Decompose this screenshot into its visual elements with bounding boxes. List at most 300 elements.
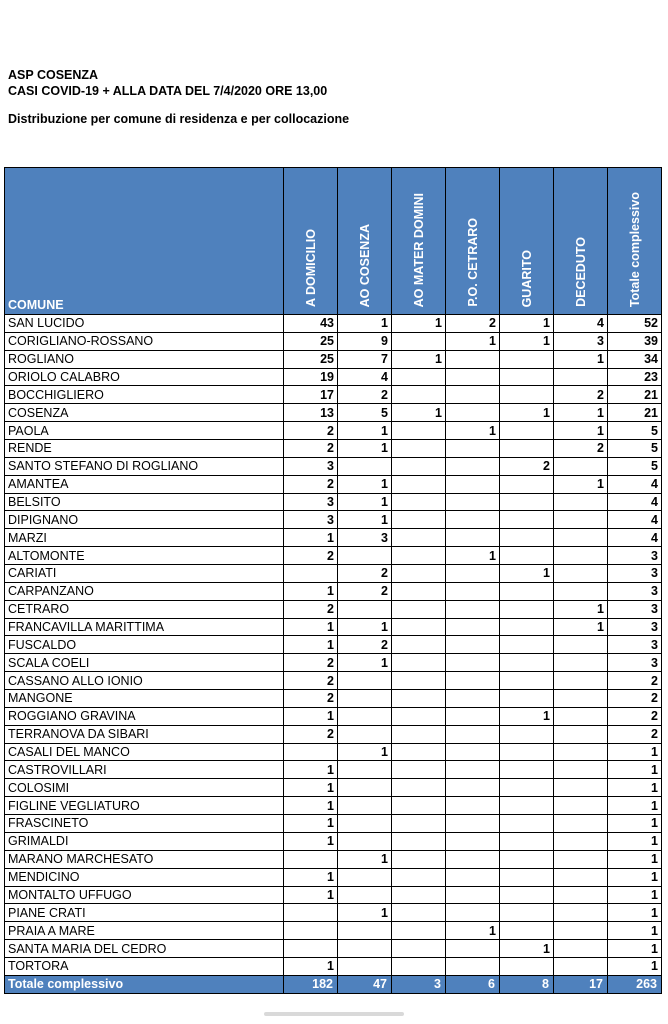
value-cell: 1 [446, 547, 500, 565]
value-cell: 2 [284, 672, 338, 690]
table-row [5, 690, 662, 708]
value-cell [446, 404, 500, 422]
value-cell: 1 [284, 832, 338, 850]
table-row [5, 957, 662, 975]
value-cell [500, 690, 554, 708]
value-cell [554, 815, 608, 833]
comune-name-cell: MARZI [5, 529, 284, 547]
value-cell [500, 957, 554, 975]
table-row [5, 475, 662, 493]
value-cell [500, 636, 554, 654]
value-cell [500, 440, 554, 458]
value-cell [554, 940, 608, 958]
value-cell [446, 940, 500, 958]
value-cell [446, 761, 500, 779]
value-cell [338, 547, 392, 565]
value-cell [284, 743, 338, 761]
table-total-row [5, 975, 662, 993]
value-cell: 1 [338, 743, 392, 761]
value-cell [392, 457, 446, 475]
value-cell [446, 529, 500, 547]
value-cell [500, 922, 554, 940]
value-cell: 3 [284, 457, 338, 475]
value-cell [338, 868, 392, 886]
value-cell [284, 922, 338, 940]
comune-name-cell: CETRARO [5, 600, 284, 618]
value-cell [284, 904, 338, 922]
value-cell: 21 [608, 386, 662, 404]
total-cell: 6 [446, 975, 500, 993]
value-cell [446, 779, 500, 797]
value-cell [338, 690, 392, 708]
value-cell: 1 [608, 868, 662, 886]
value-cell [338, 779, 392, 797]
comune-name-cell: MARANO MARCHESATO [5, 850, 284, 868]
comune-name-cell: SCALA COELI [5, 654, 284, 672]
value-cell [392, 636, 446, 654]
value-cell: 1 [392, 315, 446, 333]
table-row [5, 600, 662, 618]
value-cell: 1 [608, 850, 662, 868]
value-cell: 1 [446, 922, 500, 940]
value-cell [500, 600, 554, 618]
comune-name-cell: CORIGLIANO-ROSSANO [5, 332, 284, 350]
column-header-ao-cosenza: AO COSENZA [338, 168, 392, 315]
table-row [5, 565, 662, 583]
value-cell [392, 743, 446, 761]
value-cell [554, 886, 608, 904]
total-cell: 182 [284, 975, 338, 993]
value-cell [392, 832, 446, 850]
comune-name-cell: CASSANO ALLO IONIO [5, 672, 284, 690]
comune-name-cell: CARPANZANO [5, 582, 284, 600]
value-cell: 19 [284, 368, 338, 386]
value-cell [500, 850, 554, 868]
value-cell: 1 [338, 315, 392, 333]
value-cell [338, 832, 392, 850]
value-cell [500, 368, 554, 386]
value-cell: 1 [284, 582, 338, 600]
table-row [5, 457, 662, 475]
value-cell: 1 [392, 350, 446, 368]
value-cell [446, 386, 500, 404]
value-cell [446, 565, 500, 583]
header-subtitle: Distribuzione per comune di residenza e per collocazione [8, 112, 350, 126]
value-cell: 1 [446, 422, 500, 440]
value-cell [554, 779, 608, 797]
value-cell: 1 [338, 493, 392, 511]
value-cell [392, 779, 446, 797]
value-cell: 4 [608, 475, 662, 493]
value-cell [392, 761, 446, 779]
value-cell: 1 [554, 404, 608, 422]
value-cell [500, 547, 554, 565]
value-cell: 2 [284, 725, 338, 743]
value-cell: 1 [338, 850, 392, 868]
value-cell: 1 [608, 957, 662, 975]
table-row [5, 743, 662, 761]
comune-name-cell: PRAIA A MARE [5, 922, 284, 940]
value-cell [338, 815, 392, 833]
value-cell [392, 707, 446, 725]
total-cell: 47 [338, 975, 392, 993]
value-cell [554, 529, 608, 547]
value-cell [392, 618, 446, 636]
value-cell: 2 [284, 475, 338, 493]
value-cell: 3 [284, 511, 338, 529]
value-cell [284, 940, 338, 958]
value-cell [446, 957, 500, 975]
value-cell [446, 707, 500, 725]
total-cell: 17 [554, 975, 608, 993]
comune-name-cell: FRASCINETO [5, 815, 284, 833]
value-cell: 1 [338, 511, 392, 529]
value-cell [554, 868, 608, 886]
table-row [5, 404, 662, 422]
value-cell: 1 [446, 332, 500, 350]
value-cell: 2 [554, 386, 608, 404]
value-cell [392, 493, 446, 511]
comune-name-cell: PIANE CRATI [5, 904, 284, 922]
value-cell: 21 [608, 404, 662, 422]
comune-name-cell: PAOLA [5, 422, 284, 440]
value-cell [446, 850, 500, 868]
column-header-ao-mater-domini: AO MATER DOMINI [392, 168, 446, 315]
value-cell: 1 [284, 797, 338, 815]
comune-name-cell: TORTORA [5, 957, 284, 975]
value-cell: 2 [608, 672, 662, 690]
value-cell: 1 [554, 600, 608, 618]
value-cell [446, 493, 500, 511]
comune-name-cell: MONTALTO UFFUGO [5, 886, 284, 904]
comune-name-cell: FUSCALDO [5, 636, 284, 654]
value-cell [338, 707, 392, 725]
value-cell [392, 600, 446, 618]
comune-name-cell: TERRANOVA DA SIBARI [5, 725, 284, 743]
table-row [5, 922, 662, 940]
value-cell [392, 475, 446, 493]
total-cell: 3 [392, 975, 446, 993]
value-cell: 39 [608, 332, 662, 350]
value-cell: 1 [608, 797, 662, 815]
value-cell: 2 [338, 386, 392, 404]
table-row [5, 368, 662, 386]
value-cell [392, 815, 446, 833]
value-cell [500, 618, 554, 636]
comune-name-cell: FIGLINE VEGLIATURO [5, 797, 284, 815]
value-cell [446, 654, 500, 672]
table-row [5, 779, 662, 797]
value-cell: 1 [392, 404, 446, 422]
value-cell [446, 368, 500, 386]
value-cell: 2 [284, 422, 338, 440]
comune-name-cell: BOCCHIGLIERO [5, 386, 284, 404]
value-cell [500, 725, 554, 743]
value-cell [500, 493, 554, 511]
value-cell: 1 [608, 922, 662, 940]
value-cell [554, 725, 608, 743]
value-cell: 52 [608, 315, 662, 333]
value-cell [554, 654, 608, 672]
value-cell [284, 565, 338, 583]
value-cell: 13 [284, 404, 338, 422]
table-row [5, 886, 662, 904]
value-cell [338, 957, 392, 975]
value-cell: 1 [608, 761, 662, 779]
value-cell: 1 [284, 529, 338, 547]
value-cell [392, 690, 446, 708]
value-cell: 2 [500, 457, 554, 475]
value-cell: 9 [338, 332, 392, 350]
value-cell: 1 [608, 743, 662, 761]
value-cell [392, 511, 446, 529]
value-cell [392, 440, 446, 458]
value-cell [338, 886, 392, 904]
comune-name-cell: DIPIGNANO [5, 511, 284, 529]
value-cell [446, 511, 500, 529]
value-cell: 3 [608, 565, 662, 583]
value-cell [338, 457, 392, 475]
value-cell: 4 [608, 529, 662, 547]
table-row [5, 511, 662, 529]
value-cell: 1 [284, 618, 338, 636]
table-row [5, 493, 662, 511]
value-cell: 17 [284, 386, 338, 404]
value-cell [392, 868, 446, 886]
value-cell [554, 636, 608, 654]
value-cell: 1 [338, 440, 392, 458]
value-cell: 2 [284, 654, 338, 672]
value-cell [392, 368, 446, 386]
value-cell: 2 [608, 690, 662, 708]
value-cell: 3 [608, 582, 662, 600]
value-cell [446, 886, 500, 904]
column-header-guarito: GUARITO [500, 168, 554, 315]
value-cell [338, 940, 392, 958]
value-cell [446, 350, 500, 368]
value-cell: 1 [338, 475, 392, 493]
table-row [5, 332, 662, 350]
value-cell: 1 [284, 886, 338, 904]
value-cell [500, 815, 554, 833]
comune-name-cell: MANGONE [5, 690, 284, 708]
value-cell [500, 511, 554, 529]
value-cell: 23 [608, 368, 662, 386]
value-cell [392, 547, 446, 565]
value-cell [338, 672, 392, 690]
value-cell: 1 [284, 707, 338, 725]
value-cell: 1 [608, 779, 662, 797]
value-cell [446, 600, 500, 618]
comune-name-cell: SAN LUCIDO [5, 315, 284, 333]
value-cell [392, 886, 446, 904]
value-cell: 2 [608, 707, 662, 725]
value-cell: 2 [284, 600, 338, 618]
value-cell: 3 [608, 654, 662, 672]
value-cell: 1 [608, 904, 662, 922]
value-cell: 3 [284, 493, 338, 511]
value-cell [554, 493, 608, 511]
total-label: Totale complessivo [5, 975, 284, 993]
header-line-date: CASI COVID-19 + ALLA DATA DEL 7/4/2020 ORE 13,00 [8, 84, 328, 98]
value-cell: 34 [608, 350, 662, 368]
comune-name-cell: CASALI DEL MANCO [5, 743, 284, 761]
value-cell: 1 [500, 565, 554, 583]
value-cell: 1 [554, 618, 608, 636]
value-cell: 1 [284, 779, 338, 797]
value-cell [392, 332, 446, 350]
value-cell: 3 [608, 600, 662, 618]
value-cell [554, 368, 608, 386]
value-cell [554, 565, 608, 583]
value-cell [500, 582, 554, 600]
table-row [5, 582, 662, 600]
table-row [5, 529, 662, 547]
value-cell: 1 [608, 886, 662, 904]
value-cell [446, 618, 500, 636]
value-cell [392, 904, 446, 922]
value-cell: 1 [284, 868, 338, 886]
comune-name-cell: MENDICINO [5, 868, 284, 886]
table-row [5, 940, 662, 958]
column-header-po-cetraro: P.O. CETRARO [446, 168, 500, 315]
value-cell [392, 850, 446, 868]
comune-name-cell: GRIMALDI [5, 832, 284, 850]
value-cell [554, 690, 608, 708]
value-cell: 1 [284, 815, 338, 833]
value-cell: 5 [608, 440, 662, 458]
value-cell [446, 475, 500, 493]
value-cell [500, 904, 554, 922]
value-cell: 4 [608, 493, 662, 511]
value-cell: 1 [338, 904, 392, 922]
value-cell [446, 672, 500, 690]
value-cell [554, 922, 608, 940]
comune-name-cell: ROGLIANO [5, 350, 284, 368]
value-cell [392, 725, 446, 743]
value-cell [554, 672, 608, 690]
value-cell: 3 [338, 529, 392, 547]
comune-name-cell: COLOSIMI [5, 779, 284, 797]
total-cell: 263 [608, 975, 662, 993]
value-cell [446, 797, 500, 815]
value-cell [392, 565, 446, 583]
value-cell: 1 [500, 332, 554, 350]
value-cell: 1 [608, 815, 662, 833]
comune-name-cell: SANTO STEFANO DI ROGLIANO [5, 457, 284, 475]
value-cell: 1 [338, 618, 392, 636]
value-cell [338, 725, 392, 743]
table-row [5, 547, 662, 565]
value-cell: 2 [446, 315, 500, 333]
value-cell: 1 [500, 940, 554, 958]
value-cell: 4 [338, 368, 392, 386]
value-cell [500, 350, 554, 368]
value-cell [554, 582, 608, 600]
table-row [5, 618, 662, 636]
value-cell [392, 386, 446, 404]
value-cell: 1 [608, 832, 662, 850]
value-cell [446, 582, 500, 600]
value-cell: 25 [284, 350, 338, 368]
comune-name-cell: ROGGIANO GRAVINA [5, 707, 284, 725]
column-header-comune: COMUNE [5, 168, 284, 315]
table-row [5, 761, 662, 779]
value-cell: 7 [338, 350, 392, 368]
value-cell [500, 422, 554, 440]
value-cell [500, 654, 554, 672]
value-cell [446, 743, 500, 761]
value-cell: 1 [500, 315, 554, 333]
value-cell: 2 [608, 725, 662, 743]
value-cell [500, 797, 554, 815]
value-cell [392, 672, 446, 690]
value-cell [392, 582, 446, 600]
value-cell: 1 [608, 940, 662, 958]
value-cell: 5 [338, 404, 392, 422]
value-cell: 1 [284, 761, 338, 779]
header-line-asp: ASP COSENZA [8, 68, 99, 82]
value-cell [554, 511, 608, 529]
value-cell [500, 475, 554, 493]
table-row [5, 707, 662, 725]
value-cell: 2 [284, 547, 338, 565]
value-cell [554, 761, 608, 779]
value-cell [554, 797, 608, 815]
value-cell [554, 457, 608, 475]
table-row [5, 797, 662, 815]
value-cell [446, 690, 500, 708]
comune-name-cell: CARIATI [5, 565, 284, 583]
value-cell: 2 [338, 565, 392, 583]
table-body [5, 315, 662, 976]
value-cell [446, 725, 500, 743]
value-cell: 2 [284, 690, 338, 708]
value-cell: 1 [500, 707, 554, 725]
table-header-row [5, 168, 662, 315]
value-cell: 1 [554, 475, 608, 493]
table-row [5, 386, 662, 404]
value-cell: 1 [284, 636, 338, 654]
scroll-indicator [264, 1012, 404, 1016]
value-cell: 1 [554, 422, 608, 440]
value-cell: 2 [284, 440, 338, 458]
comune-name-cell: ORIOLO CALABRO [5, 368, 284, 386]
value-cell: 1 [500, 404, 554, 422]
value-cell: 43 [284, 315, 338, 333]
table-row [5, 904, 662, 922]
value-cell [392, 422, 446, 440]
value-cell: 3 [554, 332, 608, 350]
comune-name-cell: ALTOMONTE [5, 547, 284, 565]
value-cell: 3 [608, 547, 662, 565]
value-cell [446, 868, 500, 886]
value-cell: 2 [338, 636, 392, 654]
value-cell: 2 [338, 582, 392, 600]
table-row [5, 850, 662, 868]
table-row [5, 672, 662, 690]
value-cell [446, 440, 500, 458]
value-cell [554, 850, 608, 868]
value-cell [554, 832, 608, 850]
value-cell [554, 547, 608, 565]
table-row [5, 422, 662, 440]
value-cell [392, 797, 446, 815]
table-row [5, 725, 662, 743]
comune-name-cell: CASTROVILLARI [5, 761, 284, 779]
table-row [5, 440, 662, 458]
value-cell: 25 [284, 332, 338, 350]
